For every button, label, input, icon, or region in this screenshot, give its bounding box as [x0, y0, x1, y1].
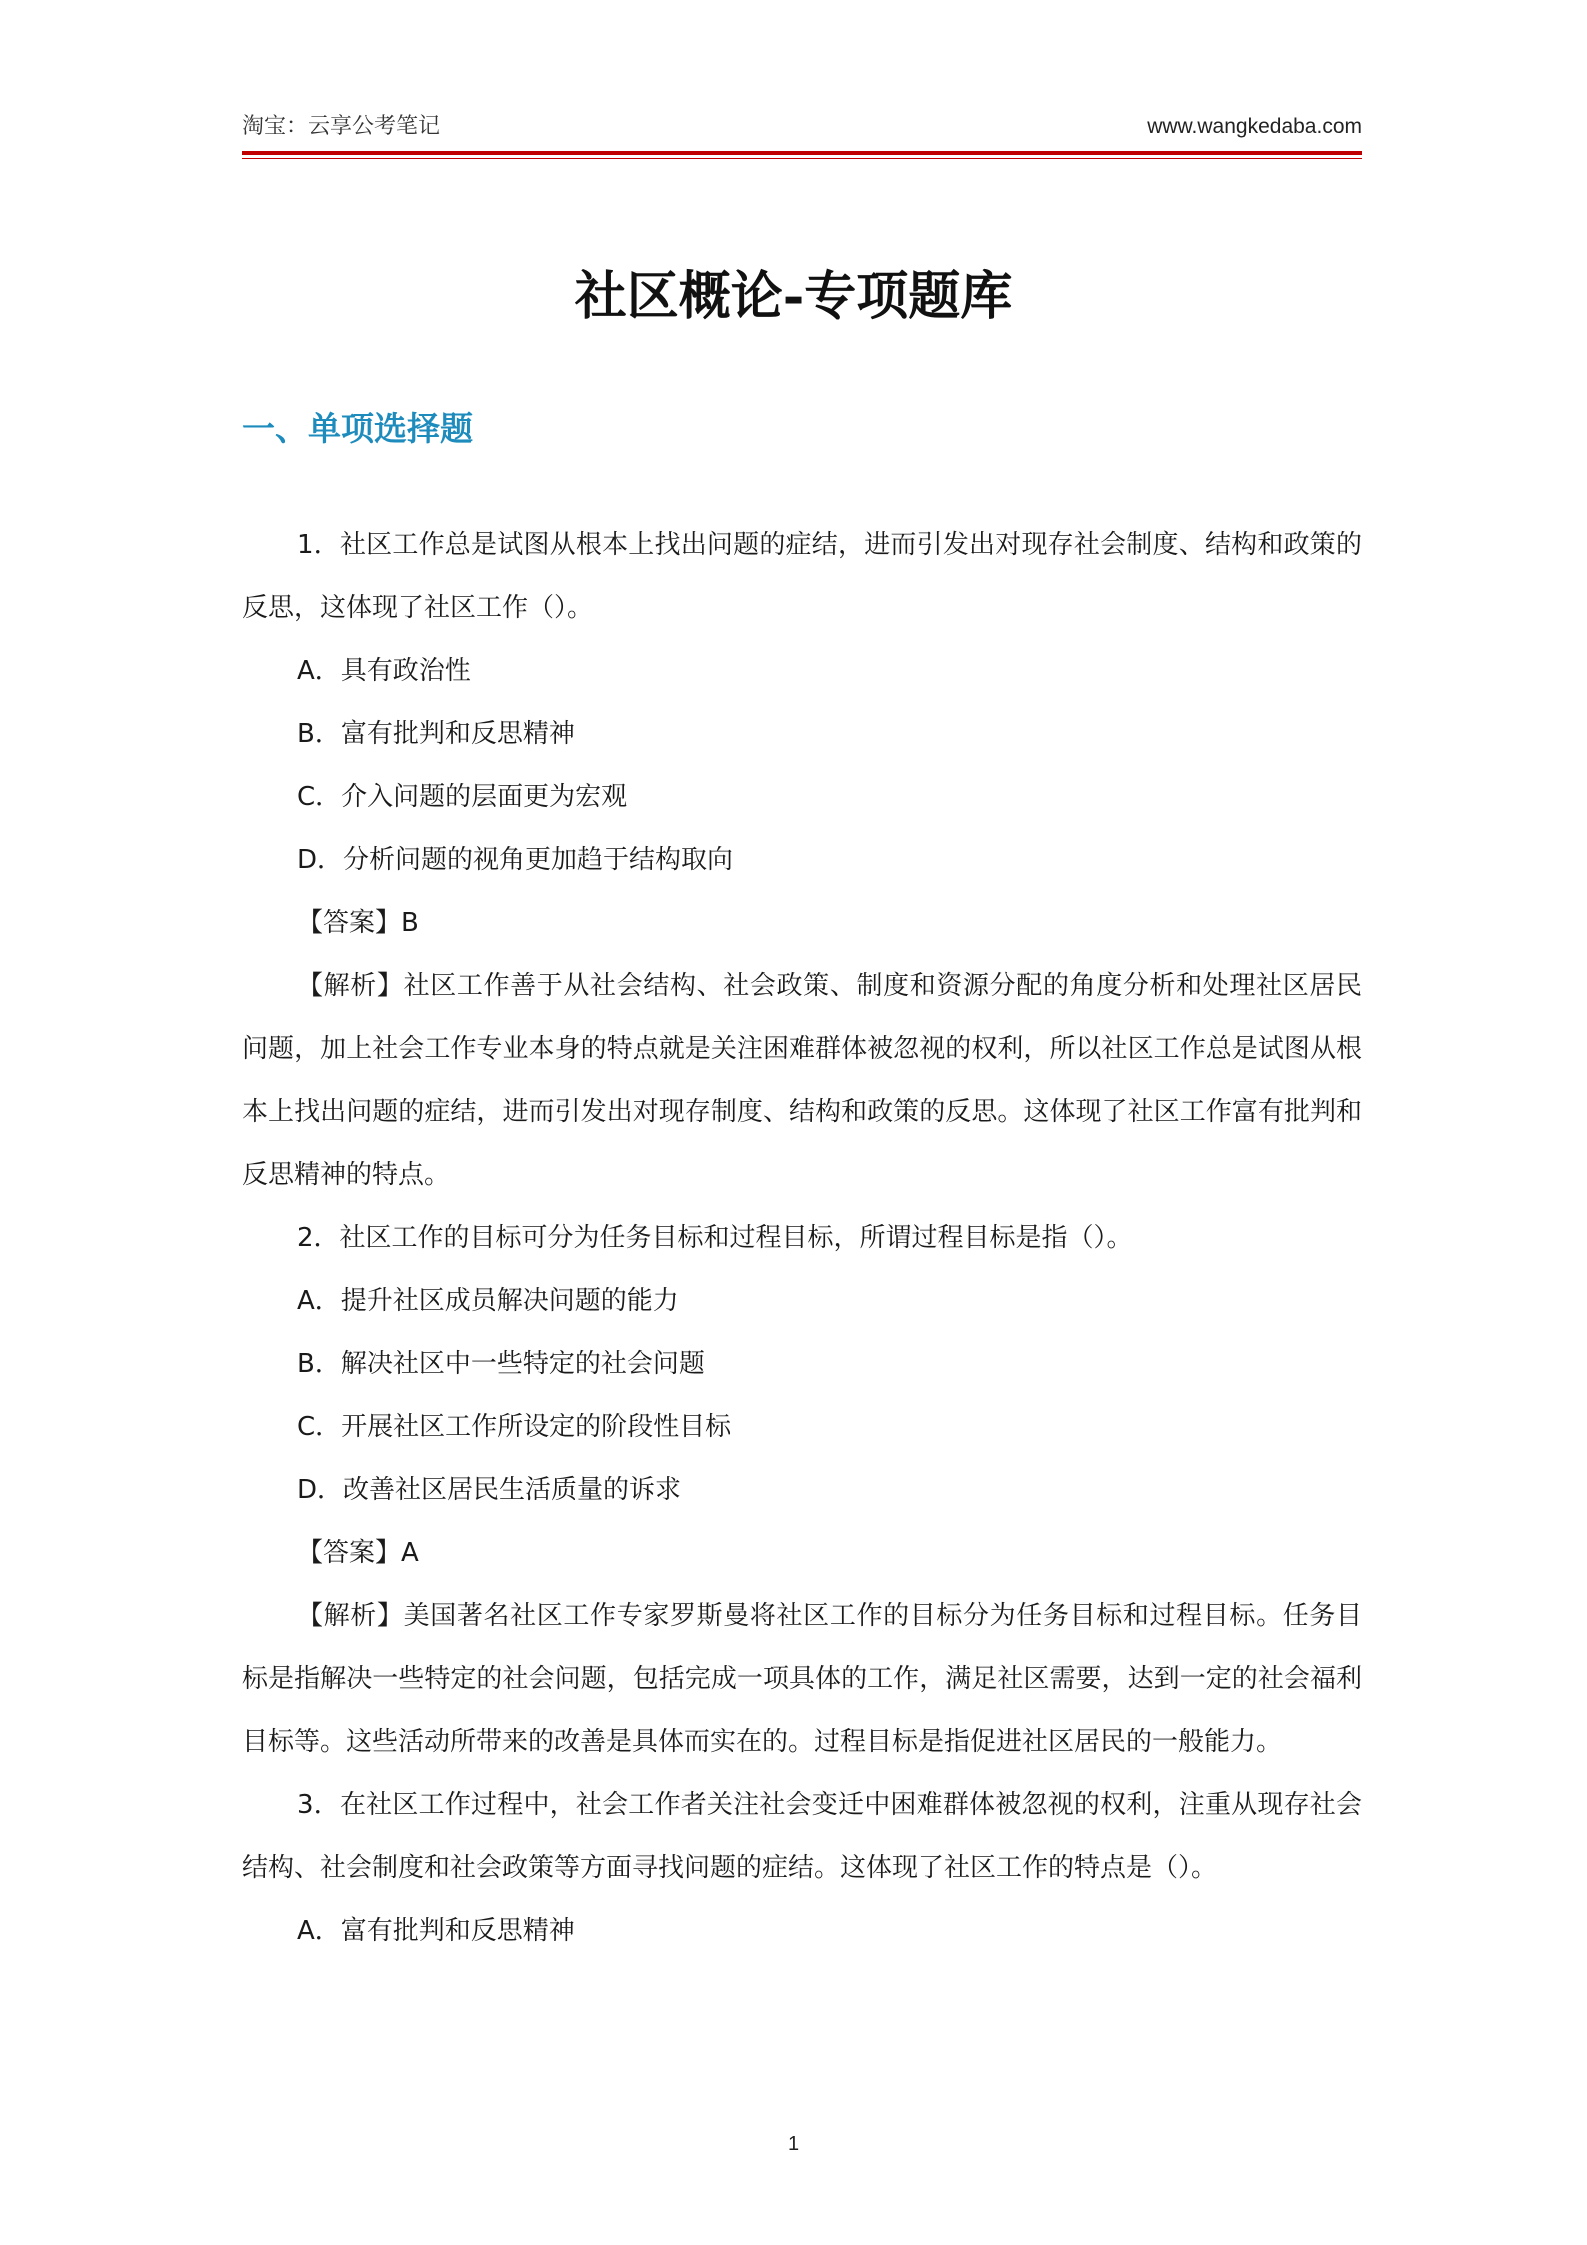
question-option: C．开展社区工作所设定的阶段性目标: [297, 1412, 732, 1442]
question-option: D．改善社区居民生活质量的诉求: [297, 1475, 682, 1505]
question-option: A．提升社区成员解决问题的能力: [297, 1286, 679, 1316]
question-option: B．解决社区中一些特定的社会问题: [297, 1349, 705, 1379]
section-heading: 一、单项选择题: [242, 409, 473, 448]
question-list: [242, 514, 1362, 1963]
question-option: A．富有批判和反思精神: [297, 1916, 575, 1946]
answer-line: 【答案】A: [297, 1538, 419, 1568]
question-stem: 1．社区工作总是试图从根本上找出问题的症结，进而引发出对现存社会制度、结构和政策的反思，这体现了社区工作（）。: [242, 530, 1362, 623]
answer-line: 【答案】B: [297, 908, 419, 938]
header-website: www.wangkedaba.com: [1147, 115, 1362, 138]
document-title: 社区概论-专项题库: [574, 266, 1013, 327]
question-option: B．富有批判和反思精神: [297, 719, 575, 749]
question-option: D．分析问题的视角更加趋于结构取向: [297, 845, 734, 875]
analysis-text: 【解析】社区工作善于从社会结构、社会政策、制度和资源分配的角度分析和处理社区居民问题，加上社会工作专业本身的特点就是关注困难群体被忽视的权利，所以社区工作总是试图从根本上找出问题的症结，进而引发出对现存制度、结构和政策的反思。这体现了社区工作富有批判和反思精神的特点。: [242, 971, 1362, 1190]
question-option: A．具有政治性: [297, 656, 471, 686]
page-number: 1: [787, 2133, 800, 2155]
analysis-text: 【解析】美国著名社区工作专家罗斯曼将社区工作的目标分为任务目标和过程目标。任务目标是指解决一些特定的社会问题，包括完成一项具体的工作，满足社区需要，达到一定的社会福利目标等。这些活动所带来的改善是具体而实在的。过程目标是指促进社区居民的一般能力。: [242, 1601, 1362, 1757]
header-divider-thick: [242, 151, 1362, 155]
question-stem: 2．社区工作的目标可分为任务目标和过程目标，所谓过程目标是指（）。: [297, 1223, 1133, 1253]
page-header: [242, 112, 1362, 148]
header-divider-thin: [242, 158, 1362, 159]
question-option: C．介入问题的层面更为宏观: [297, 782, 628, 812]
question-stem: 3．在社区工作过程中，社会工作者关注社会变迁中困难群体被忽视的权利，注重从现存社会结构、社会制度和社会政策等方面寻找问题的症结。这体现了社区工作的特点是（）。: [242, 1790, 1362, 1883]
header-source-label: 淘宝：云享公考笔记: [242, 114, 441, 139]
